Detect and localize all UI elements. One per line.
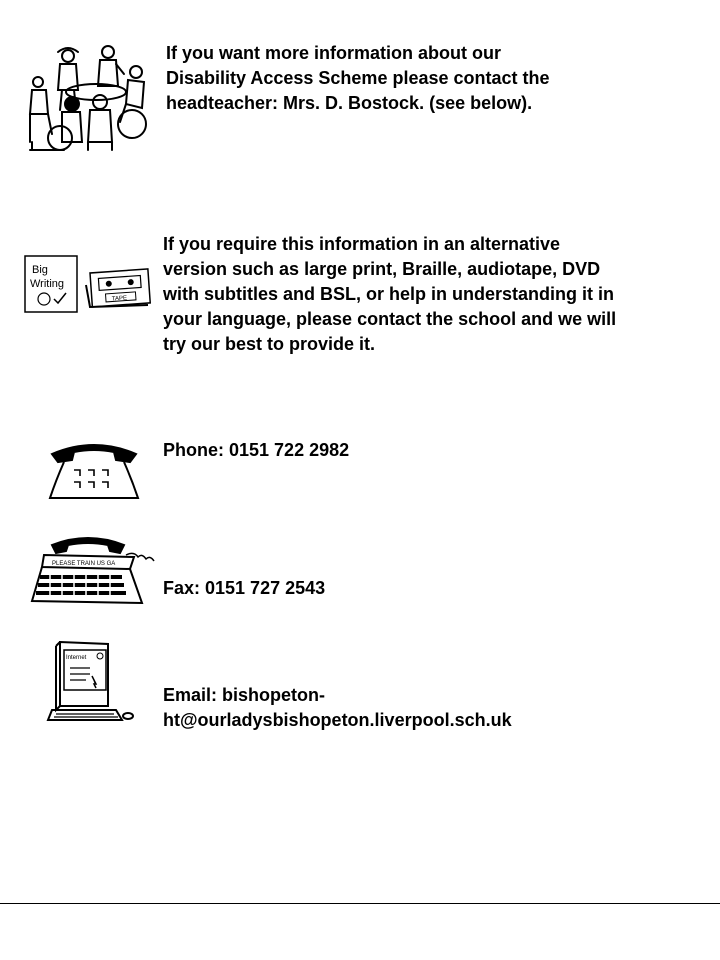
email-text: Email: bishopeton- ht@ourladysbishopeton.liverpool.sch.uk bbox=[163, 685, 512, 730]
book-label-writing: Writing bbox=[30, 278, 65, 290]
alternative-text: If you require this information in an alternative version such as large print, Braille, audiotape, DVD with subtitles and BSL, or help in understanding it in your language, please contact the school and we will try our best to provide it. bbox=[163, 234, 617, 354]
info-text: If you want more information about our Disability Access Scheme please contact the headteacher: Mrs. D. Bostock. (see below). bbox=[166, 43, 550, 113]
screen-label: Internet bbox=[66, 655, 87, 661]
computer-icon bbox=[46, 640, 136, 724]
phone-text: Phone: 0151 722 2982 bbox=[163, 440, 350, 460]
cassette-label: TAPE bbox=[111, 295, 128, 303]
textphone-icon bbox=[30, 533, 156, 609]
meeting-group-icon bbox=[24, 42, 154, 152]
big-writing-and-cassette-icon bbox=[24, 255, 152, 317]
fax-text: Fax: 0151 727 2543 bbox=[163, 578, 326, 598]
footer-divider bbox=[0, 903, 720, 904]
book-label-big: Big bbox=[32, 264, 48, 276]
textphone-label: PLEASE TRAIN US GA bbox=[52, 561, 116, 567]
telephone-icon bbox=[44, 440, 144, 506]
